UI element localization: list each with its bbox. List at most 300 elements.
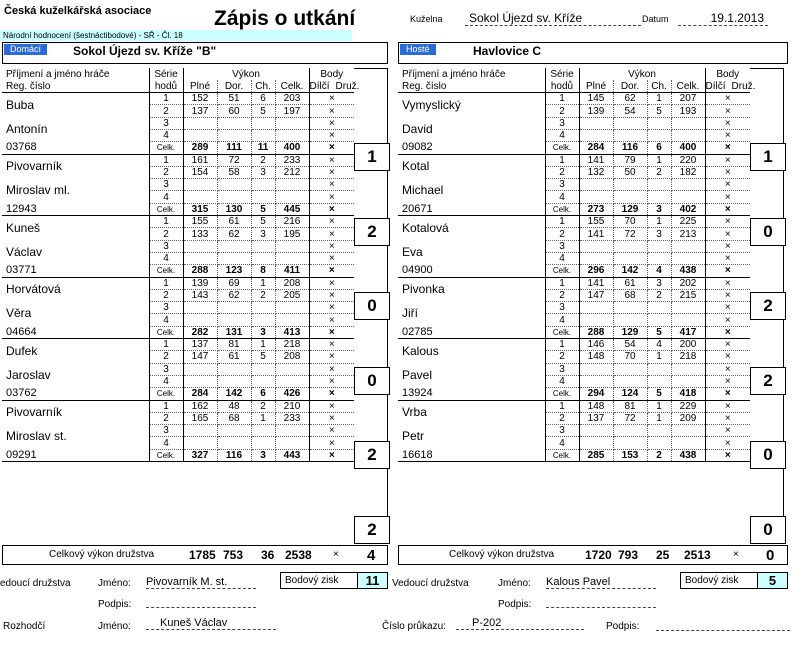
away-value-cell: 50	[613, 166, 647, 178]
home-value-cell: 61	[217, 216, 251, 228]
away-value-cell: 129	[613, 203, 647, 215]
away-value-cell: 417	[671, 326, 705, 338]
table-row	[398, 154, 750, 166]
home-leader-label: edoucí družstva	[0, 578, 71, 589]
home-tag: Domácí	[4, 44, 47, 55]
home-value-cell: 142	[217, 388, 251, 400]
away-value-cell	[647, 129, 671, 141]
away-mark-cell: ×	[705, 425, 750, 437]
home-player-firstname: Miroslav st.	[2, 425, 149, 450]
home-player-surname: Pivovarník	[2, 154, 149, 179]
table-row	[398, 93, 750, 105]
away-head-name: Příjmení a jméno hráče	[398, 68, 545, 80]
table-row	[398, 240, 750, 252]
away-series-number: 3	[545, 425, 579, 437]
home-value-cell: 426	[275, 388, 309, 400]
away-celk-label: Celk.	[545, 142, 579, 154]
away-mark-cell: ×	[705, 117, 750, 129]
home-series-number: 4	[149, 314, 183, 326]
home-celk-label: Celk.	[149, 388, 183, 400]
home-value-cell: 162	[183, 400, 217, 412]
away-value-cell: 1	[647, 216, 671, 228]
home-series-number: 1	[149, 339, 183, 351]
referee-label: Rozhodčí	[3, 621, 46, 632]
table-row	[2, 265, 354, 277]
home-value-cell: 5	[251, 216, 275, 228]
away-value-cell: 2	[647, 166, 671, 178]
home-value-cell: 133	[183, 228, 217, 240]
away-series-number: 2	[545, 412, 579, 424]
table-row	[398, 265, 750, 277]
home-value-cell: 203	[275, 93, 309, 105]
away-mark-cell: ×	[705, 400, 750, 412]
away-mark-cell: ×	[705, 314, 750, 326]
home-series-number: 1	[149, 277, 183, 289]
home-value-cell	[217, 425, 251, 437]
away-value-cell: 70	[613, 216, 647, 228]
away-player-points: 0	[750, 218, 786, 246]
away-mark-cell: ×	[705, 412, 750, 424]
home-value-cell	[275, 191, 309, 203]
away-value-cell	[671, 117, 705, 129]
home-value-cell: 3	[251, 326, 275, 338]
away-total-dor: 793	[618, 548, 639, 562]
table-row	[398, 339, 750, 351]
home-total-plne: 1785	[189, 548, 216, 562]
home-series-number: 2	[149, 289, 183, 301]
home-series-number: 1	[149, 400, 183, 412]
venue-label: Kuželna	[410, 14, 443, 24]
table-row	[398, 216, 750, 228]
away-value-cell: 220	[671, 154, 705, 166]
away-value-cell	[579, 375, 613, 387]
home-value-cell: 1	[251, 277, 275, 289]
away-mark-cell: ×	[705, 449, 750, 461]
away-series-number: 4	[545, 191, 579, 203]
home-value-cell	[183, 252, 217, 264]
away-value-cell: 147	[579, 289, 613, 301]
away-series-number: 3	[545, 117, 579, 129]
home-total-row	[2, 545, 388, 565]
away-leader-name: Kalous Pavel	[546, 576, 656, 589]
home-value-cell	[183, 191, 217, 203]
home-player-firstname: Miroslav ml.	[2, 179, 149, 204]
home-mark-cell: ×	[309, 449, 354, 461]
table-row	[2, 179, 354, 191]
away-player-surname: Kotalová	[398, 216, 545, 241]
home-value-cell	[183, 363, 217, 375]
away-player-surname: Kotal	[398, 154, 545, 179]
home-value-cell: 72	[217, 154, 251, 166]
home-value-cell	[251, 179, 275, 191]
away-series-number: 3	[545, 363, 579, 375]
table-row	[398, 203, 750, 215]
home-value-cell	[217, 252, 251, 264]
home-value-cell	[275, 425, 309, 437]
table-row	[398, 277, 750, 289]
table-row	[2, 240, 354, 252]
away-mark-cell: ×	[705, 252, 750, 264]
table-row	[2, 449, 354, 461]
home-mark-cell: ×	[309, 216, 354, 228]
home-value-cell	[217, 314, 251, 326]
home-value-cell	[275, 375, 309, 387]
home-value-cell: 11	[251, 142, 275, 154]
home-head-body: Body	[320, 68, 344, 80]
home-value-cell: 212	[275, 166, 309, 178]
home-value-cell: 8	[251, 265, 275, 277]
home-mark-cell: ×	[309, 105, 354, 117]
home-bodovy-value: 11	[357, 573, 387, 588]
away-value-cell: 3	[647, 277, 671, 289]
home-value-cell: 139	[183, 277, 217, 289]
home-value-cell: 3	[251, 228, 275, 240]
home-player-points: 0	[354, 367, 390, 395]
home-value-cell: 81	[217, 339, 251, 351]
home-value-cell	[251, 252, 275, 264]
home-mark-cell: ×	[309, 277, 354, 289]
home-value-cell: 143	[183, 289, 217, 301]
home-player-points: 2	[354, 516, 390, 544]
home-value-cell	[251, 302, 275, 314]
home-value-cell: 62	[217, 289, 251, 301]
home-value-cell: 282	[183, 326, 217, 338]
home-value-cell	[183, 437, 217, 449]
away-value-cell: 3	[647, 203, 671, 215]
away-player-surname: Kalous	[398, 339, 545, 364]
home-value-cell: 327	[183, 449, 217, 461]
home-player-firstname: Věra	[2, 302, 149, 327]
home-value-cell	[275, 252, 309, 264]
home-value-cell: 289	[183, 142, 217, 154]
away-series-number: 1	[545, 277, 579, 289]
home-series-number: 2	[149, 412, 183, 424]
referee-name: Kuneš Václav	[146, 617, 276, 630]
away-player-points: 2	[750, 292, 786, 320]
home-player-reg: 12943	[2, 203, 149, 215]
home-value-cell: 233	[275, 154, 309, 166]
away-value-cell	[647, 117, 671, 129]
away-value-cell	[613, 240, 647, 252]
table-row	[398, 400, 750, 412]
home-value-cell: 2	[251, 289, 275, 301]
home-series-number: 3	[149, 179, 183, 191]
away-value-cell: 137	[579, 412, 613, 424]
home-value-cell: 445	[275, 203, 309, 215]
home-total-ch: 36	[261, 548, 275, 562]
home-mark-cell: ×	[309, 203, 354, 215]
home-series-number: 1	[149, 93, 183, 105]
home-celk-label: Celk.	[149, 203, 183, 215]
home-mark-cell: ×	[309, 388, 354, 400]
away-player-surname: Pivonka	[398, 277, 545, 302]
home-value-cell: 210	[275, 400, 309, 412]
away-value-cell: 1	[647, 93, 671, 105]
home-player-surname: Horvátová	[2, 277, 149, 302]
away-series-number: 2	[545, 166, 579, 178]
away-value-cell: 207	[671, 93, 705, 105]
away-series-number: 1	[545, 216, 579, 228]
away-value-cell	[613, 252, 647, 264]
home-value-cell	[251, 129, 275, 141]
home-jmeno-label: Jméno:	[98, 578, 131, 589]
away-head-hodu: hodů	[545, 80, 579, 92]
away-head-ch: Ch.	[647, 80, 671, 92]
away-mark-cell: ×	[705, 363, 750, 375]
away-value-cell: 72	[613, 412, 647, 424]
away-mark-cell: ×	[705, 154, 750, 166]
home-total-mark: ×	[333, 549, 339, 560]
away-value-cell: 288	[579, 326, 613, 338]
home-leader-name: Pivovarník M. st.	[146, 576, 256, 589]
away-value-cell: 200	[671, 339, 705, 351]
home-series-number: 4	[149, 191, 183, 203]
away-series-number: 1	[545, 339, 579, 351]
away-celk-label: Celk.	[545, 265, 579, 277]
table-row	[2, 326, 354, 338]
home-value-cell: 216	[275, 216, 309, 228]
home-value-cell: 315	[183, 203, 217, 215]
home-mark-cell: ×	[309, 339, 354, 351]
away-value-cell: 438	[671, 265, 705, 277]
home-value-cell	[217, 302, 251, 314]
away-value-cell: 141	[579, 154, 613, 166]
home-value-cell	[217, 375, 251, 387]
away-series-number: 1	[545, 154, 579, 166]
away-value-cell: 3	[647, 228, 671, 240]
home-mark-cell: ×	[309, 289, 354, 301]
home-series-number: 2	[149, 228, 183, 240]
home-mark-cell: ×	[309, 314, 354, 326]
away-value-cell: 81	[613, 400, 647, 412]
home-value-cell: 233	[275, 412, 309, 424]
away-series-number: 4	[545, 375, 579, 387]
away-value-cell: 79	[613, 154, 647, 166]
away-value-cell	[579, 425, 613, 437]
away-podpis-line	[546, 607, 656, 608]
away-value-cell	[671, 252, 705, 264]
home-table	[2, 68, 360, 462]
home-podpis-label: Podpis:	[98, 599, 132, 610]
home-value-cell	[183, 117, 217, 129]
home-value-cell: 443	[275, 449, 309, 461]
away-value-cell: 5	[647, 105, 671, 117]
home-head-serie: Série	[149, 68, 183, 80]
home-mark-cell: ×	[309, 412, 354, 424]
away-celk-label: Celk.	[545, 326, 579, 338]
away-value-cell	[671, 240, 705, 252]
away-mark-cell: ×	[705, 166, 750, 178]
away-value-cell	[647, 252, 671, 264]
home-value-cell: 147	[183, 351, 217, 363]
home-player-surname: Dufek	[2, 339, 149, 364]
home-series-number: 2	[149, 105, 183, 117]
home-value-cell: 130	[217, 203, 251, 215]
away-value-cell	[579, 129, 613, 141]
home-value-cell	[183, 302, 217, 314]
away-series-number: 4	[545, 129, 579, 141]
away-bodovy-value: 5	[757, 573, 787, 588]
home-mark-cell: ×	[309, 154, 354, 166]
home-value-cell: 208	[275, 351, 309, 363]
home-value-cell: 2	[251, 154, 275, 166]
away-mark-cell: ×	[705, 289, 750, 301]
home-head-dilci: Dílčí	[309, 80, 330, 92]
away-value-cell: 148	[579, 400, 613, 412]
home-value-cell: 208	[275, 277, 309, 289]
away-series-number: 3	[545, 179, 579, 191]
home-value-cell: 3	[251, 449, 275, 461]
away-value-cell	[647, 437, 671, 449]
home-team-bar	[2, 42, 388, 64]
away-total-celk: 2513	[684, 548, 711, 562]
home-value-cell	[217, 240, 251, 252]
away-value-cell	[671, 179, 705, 191]
home-value-cell	[183, 129, 217, 141]
home-value-cell: 137	[183, 339, 217, 351]
home-bodovy-label: Bodový zisk	[285, 575, 339, 586]
away-total-ch: 25	[656, 548, 670, 562]
home-value-cell	[183, 314, 217, 326]
away-mark-cell: ×	[705, 105, 750, 117]
home-value-cell	[183, 425, 217, 437]
table-row	[2, 339, 354, 351]
away-head-serie: Série	[545, 68, 579, 80]
away-mark-cell: ×	[705, 203, 750, 215]
home-head-vykon: Výkon	[183, 68, 309, 80]
home-mark-cell: ×	[309, 437, 354, 449]
away-value-cell	[671, 129, 705, 141]
home-player-reg: 03771	[2, 265, 149, 277]
home-head-name: Příjmení a jméno hráče	[2, 68, 149, 80]
home-value-cell: 218	[275, 339, 309, 351]
away-value-cell: 193	[671, 105, 705, 117]
away-value-cell	[613, 129, 647, 141]
home-mark-cell: ×	[309, 191, 354, 203]
away-total-mark: ×	[733, 549, 739, 560]
home-value-cell: 284	[183, 388, 217, 400]
home-series-number: 3	[149, 302, 183, 314]
home-mark-cell: ×	[309, 400, 354, 412]
home-value-cell	[217, 129, 251, 141]
away-value-cell	[671, 363, 705, 375]
away-head-reg: Reg. číslo	[398, 80, 545, 92]
home-value-cell	[217, 117, 251, 129]
away-value-cell: 218	[671, 351, 705, 363]
home-value-cell	[275, 363, 309, 375]
away-value-cell	[671, 375, 705, 387]
home-value-cell: 68	[217, 412, 251, 424]
table-row	[2, 425, 354, 437]
away-mark-cell: ×	[705, 93, 750, 105]
home-value-cell	[217, 437, 251, 449]
away-player-points: 1	[750, 143, 786, 171]
home-value-cell: 154	[183, 166, 217, 178]
home-series-number: 4	[149, 437, 183, 449]
away-head-body-sub	[705, 80, 756, 92]
away-value-cell: 285	[579, 449, 613, 461]
home-value-cell	[217, 179, 251, 191]
table-row	[398, 425, 750, 437]
table-row	[398, 302, 750, 314]
away-mark-cell: ×	[705, 216, 750, 228]
away-head-dilci: Dílčí	[705, 80, 726, 92]
home-value-cell: 62	[217, 228, 251, 240]
away-value-cell	[671, 437, 705, 449]
away-value-cell: 124	[613, 388, 647, 400]
table-row	[2, 117, 354, 129]
away-player-points: 2	[750, 367, 786, 395]
home-celk-label: Celk.	[149, 265, 183, 277]
away-value-cell: 129	[613, 326, 647, 338]
away-value-cell: 202	[671, 277, 705, 289]
home-mark-cell: ×	[309, 117, 354, 129]
prukaz-label: Číslo průkazu:	[382, 621, 446, 632]
home-value-cell: 131	[217, 326, 251, 338]
away-value-cell	[579, 179, 613, 191]
away-celk-label: Celk.	[545, 203, 579, 215]
table-row	[2, 216, 354, 228]
table-row	[2, 142, 354, 154]
home-mark-cell: ×	[309, 129, 354, 141]
away-series-number: 4	[545, 437, 579, 449]
away-value-cell	[613, 314, 647, 326]
home-value-cell: 1	[251, 339, 275, 351]
home-total-dor: 753	[223, 548, 244, 562]
away-value-cell: 4	[647, 265, 671, 277]
away-value-cell: 6	[647, 142, 671, 154]
away-value-cell	[647, 425, 671, 437]
home-value-cell	[251, 240, 275, 252]
away-series-number: 2	[545, 228, 579, 240]
home-player-reg: 03762	[2, 388, 149, 400]
away-value-cell: 225	[671, 216, 705, 228]
away-team-bar	[398, 42, 788, 64]
home-player-firstname: Václav	[2, 240, 149, 265]
away-value-cell	[613, 179, 647, 191]
home-value-cell	[251, 437, 275, 449]
home-mark-cell: ×	[309, 363, 354, 375]
home-value-cell: 411	[275, 265, 309, 277]
away-value-cell	[671, 191, 705, 203]
home-value-cell	[251, 314, 275, 326]
home-mark-cell: ×	[309, 252, 354, 264]
away-celk-label: Celk.	[545, 388, 579, 400]
home-value-cell	[275, 240, 309, 252]
home-mark-cell: ×	[309, 265, 354, 277]
home-value-cell	[251, 425, 275, 437]
home-series-number: 3	[149, 425, 183, 437]
away-player-points: 0	[750, 441, 786, 469]
home-value-cell: 116	[217, 449, 251, 461]
away-value-cell: 229	[671, 400, 705, 412]
home-series-number: 4	[149, 129, 183, 141]
home-value-cell: 111	[217, 142, 251, 154]
away-total-plne: 1720	[585, 548, 612, 562]
home-value-cell	[183, 179, 217, 191]
home-player-reg: 09291	[2, 449, 149, 461]
table-row	[2, 277, 354, 289]
home-value-cell: 6	[251, 93, 275, 105]
home-head-celk: Celk.	[275, 80, 309, 92]
away-mark-cell: ×	[705, 388, 750, 400]
table-row	[398, 326, 750, 338]
home-total-pts: 4	[367, 547, 376, 564]
away-value-cell	[613, 117, 647, 129]
away-value-cell	[613, 302, 647, 314]
away-series-number: 2	[545, 289, 579, 301]
away-value-cell: 4	[647, 339, 671, 351]
